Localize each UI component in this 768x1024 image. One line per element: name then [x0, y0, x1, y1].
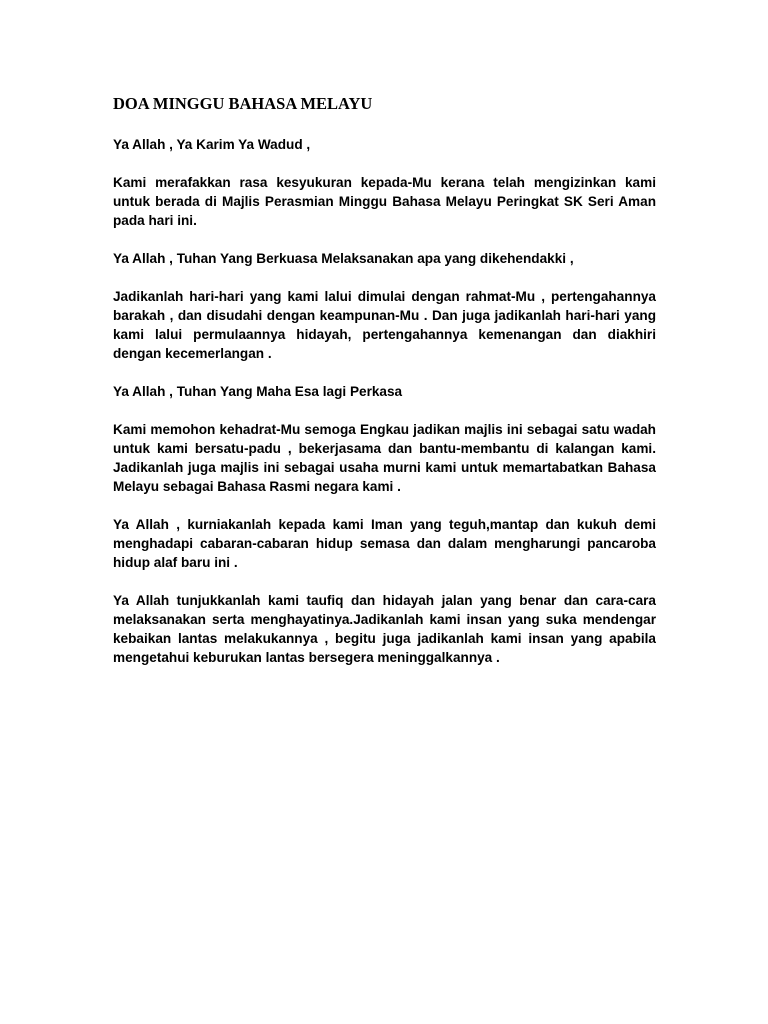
document-title: DOA MINGGU BAHASA MELAYU — [113, 94, 373, 113]
paragraph-request-faith: Ya Allah , kurniakanlah kepada kami Iman yang teguh,mantap dan kukuh demi menghadapi cabaran-cabaran hidup semasa dan dalam mengharungi pancaroba hidup alaf baru ini . — [113, 517, 656, 570]
paragraph-invocation-3: Ya Allah , Tuhan Yang Maha Esa lagi Perkasa — [113, 384, 403, 399]
paragraph-request-unity: Kami memohon kehadrat-Mu semoga Engkau jadikan majlis ini sebagai satu wadah untuk kami bersatu-padu , bekerjasama dan bantu-membantu di kalangan kami. Jadikanlah juga majlis ini sebagai usaha murni kami untuk memartabatkan Bahasa Melayu sebagai Bahasa Rasmi negara kami . — [113, 422, 656, 494]
paragraph-blessing-days: Jadikanlah hari-hari yang kami lalui dimulai dengan rahmat-Mu , pertengahannya barakah , dan disudahi dengan keampunan-Mu . Dan juga jadikanlah hari-hari yang kami lalui permulaannya hidayah, pertengahannya kemenangan dan diakhiri dengan kecemerlangan . — [113, 289, 656, 361]
paragraph-request-guidance: Ya Allah tunjukkanlah kami taufiq dan hidayah jalan yang benar dan cara-cara melaksanakan serta menghayatinya.Jadikanlah kami insan yang suka mendengar kebaikan lantas melakukannya , begitu juga jadikanlah kami insan yang apabila mengetahui keburukan lantas bersegera meninggalkannya . — [113, 593, 656, 665]
paragraph-gratitude: Kami merafakkan rasa kesyukuran kepada-Mu kerana telah mengizinkan kami untuk berada di Majlis Perasmian Minggu Bahasa Melayu Peringkat SK Seri Aman pada hari ini. — [113, 175, 656, 228]
paragraph-invocation-2: Ya Allah , Tuhan Yang Berkuasa Melaksanakan apa yang dikehendakki , — [113, 251, 574, 266]
document-body — [113, 135, 656, 686]
paragraph-invocation-1: Ya Allah , Ya Karim Ya Wadud , — [113, 137, 311, 152]
